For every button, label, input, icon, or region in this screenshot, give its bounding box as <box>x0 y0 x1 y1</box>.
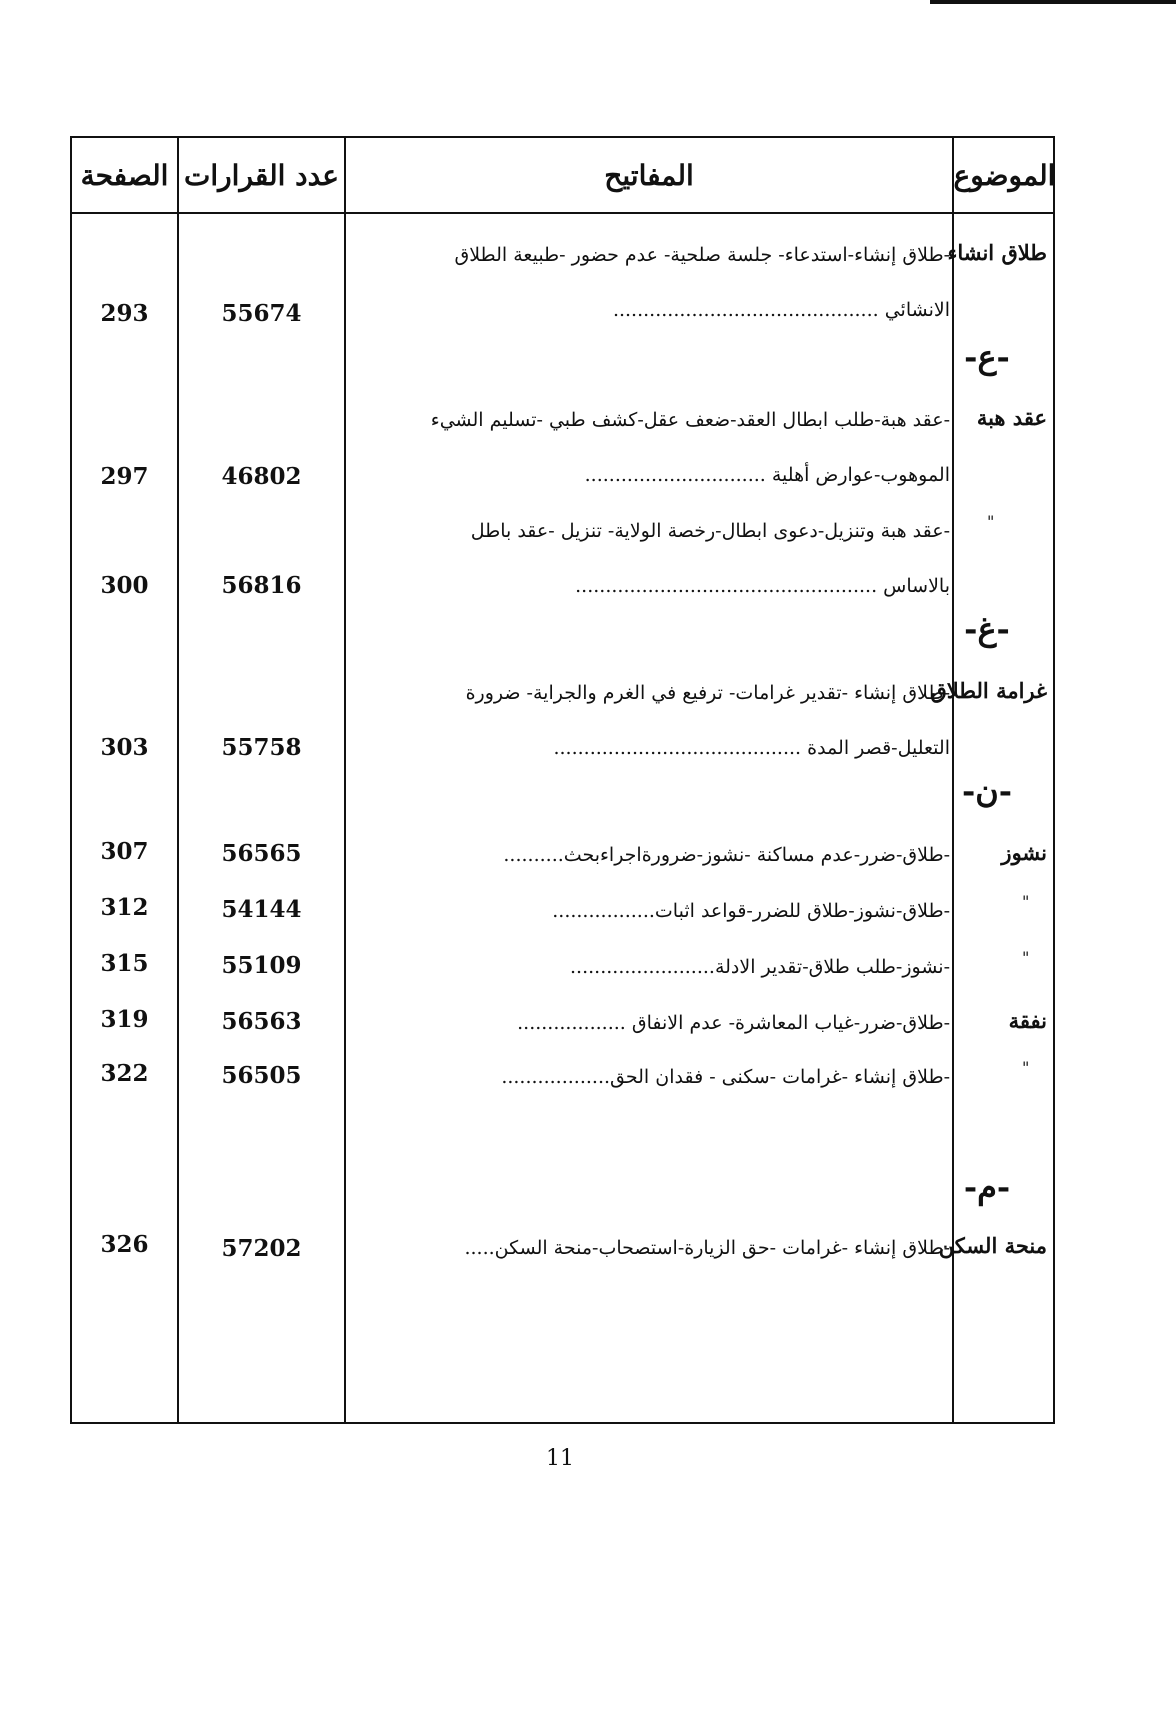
page-footer-number: 11 <box>546 1446 574 1471</box>
keywords-line: -طلاق إنشاء -غرامات -حق الزيارة-استصحاب-منحة السكن..... <box>464 1237 950 1259</box>
subject: نشوز <box>1001 840 1047 865</box>
decision-number: 56563 <box>221 1008 302 1035</box>
keywords-line: -عقد هبة وتنزيل-دعوى ابطال-رخصة الولاية- تنزيل -عقد باطل <box>470 520 950 542</box>
keywords-line: الانشائي ............................................ <box>612 299 950 321</box>
ditto-mark: " <box>1022 892 1030 911</box>
header-keywords: المفاتيح <box>604 158 694 192</box>
decision-number: 57202 <box>221 1235 302 1262</box>
header-subject: الموضوع <box>953 158 1056 192</box>
keywords-line: الموهوب-عوارض أهلية .............................. <box>584 464 950 486</box>
letter-heading: -م- <box>963 1168 1011 1206</box>
keywords-line: -طلاق إنشاء -تقدير غرامات- ترفيع في الغرم والجراية- ضرورة <box>465 682 950 704</box>
col-divider-1 <box>177 138 179 1422</box>
page-number: 293 <box>100 300 149 327</box>
page-number: 315 <box>100 950 149 977</box>
page-number: 307 <box>100 838 149 865</box>
subject: طلاق انشاء <box>947 240 1047 265</box>
decision-number: 56565 <box>221 840 302 867</box>
decision-number: 46802 <box>221 463 302 490</box>
page-number: 322 <box>100 1060 149 1087</box>
letter-heading: -غ- <box>964 610 1010 648</box>
decision-number: 54144 <box>221 896 302 923</box>
page-number: 303 <box>100 734 149 761</box>
subject: منحة السكن <box>938 1233 1047 1258</box>
keywords-line: -طلاق-نشوز-طلاق للضرر-قواعد اثبات................. <box>552 900 950 922</box>
keywords-line: -طلاق-ضرر-عدم مساكنة -نشوز-ضرورةاجراءبحث.......... <box>503 844 950 866</box>
keywords-line: -طلاق إنشاء-استدعاء- جلسة صلحية- عدم حضور -طبيعة الطلاق <box>454 244 950 266</box>
decision-number: 56505 <box>221 1062 302 1089</box>
decision-number: 55674 <box>221 300 302 327</box>
keywords-line: -طلاق-ضرر-غياب المعاشرة- عدم الانفاق .................. <box>517 1012 950 1034</box>
page-number: 300 <box>100 572 149 599</box>
ditto-mark: " <box>1022 1058 1030 1077</box>
header-divider <box>72 212 1053 214</box>
page-number: 319 <box>100 1006 149 1033</box>
ditto-mark: " <box>987 512 995 531</box>
page-number: 326 <box>100 1231 149 1258</box>
decision-number: 55109 <box>221 952 302 979</box>
top-rule <box>930 0 1176 4</box>
keywords-line: -طلاق إنشاء -غرامات -سكنى - فقدان الحق.................. <box>501 1066 950 1088</box>
decision-number: 56816 <box>221 572 302 599</box>
keywords-line: -نشوز-طلب طلاق-تقدير الادلة........................ <box>570 956 950 978</box>
keywords-line: -عقد هبة-طلب ابطال العقد-ضعف عقل-كشف طبي -تسليم الشيء <box>430 409 950 431</box>
header-page: الصفحة <box>80 158 169 192</box>
page-number: 312 <box>100 894 149 921</box>
page-number: 297 <box>100 463 149 490</box>
col-divider-2 <box>344 138 346 1422</box>
ditto-mark: " <box>1022 948 1030 967</box>
subject: غرامة الطلاق <box>930 678 1047 703</box>
letter-heading: -ن- <box>961 772 1013 810</box>
keywords-line: التعليل-قصر المدة ......................................... <box>553 737 950 759</box>
decision-number: 55758 <box>221 734 302 761</box>
letter-heading: -ع- <box>964 338 1010 376</box>
subject: نفقة <box>1008 1008 1047 1033</box>
index-table <box>70 136 1055 1424</box>
keywords-line: بالاساس .................................................. <box>575 575 950 597</box>
header-decisions: عدد القرارات <box>184 158 339 192</box>
subject: عقد هبة <box>976 405 1047 430</box>
